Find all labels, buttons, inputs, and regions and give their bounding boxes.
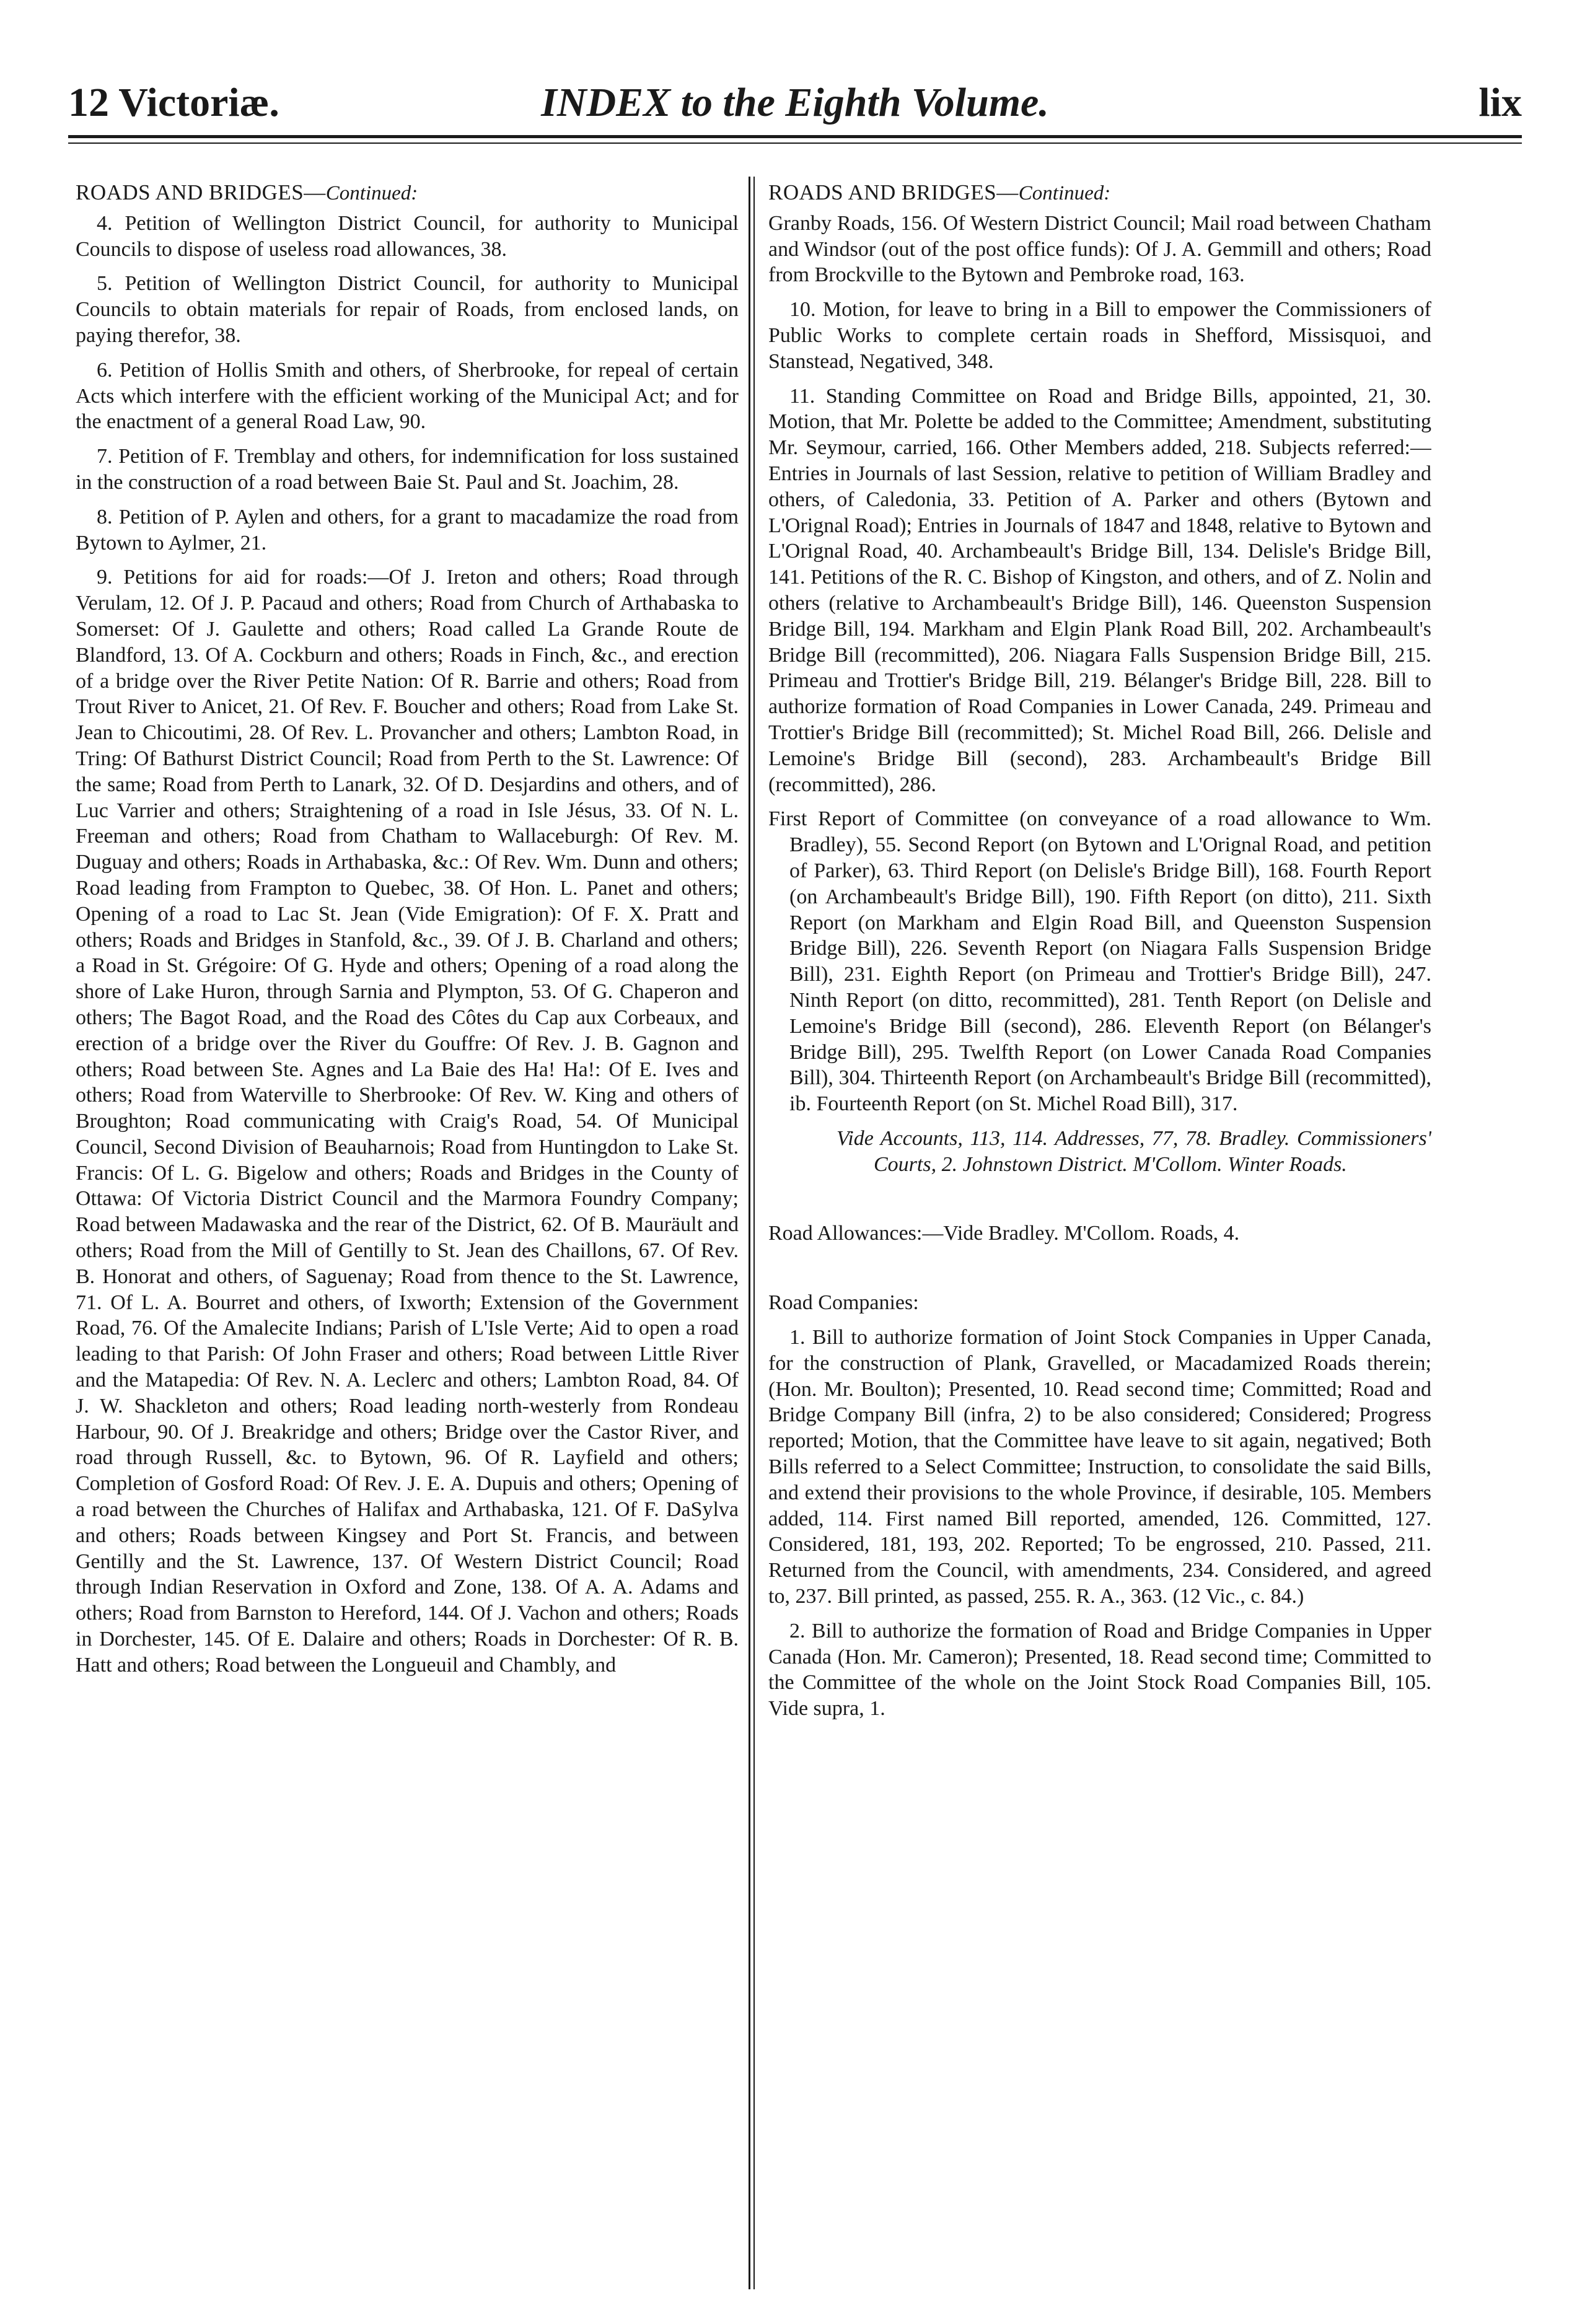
left-column — [76, 180, 739, 2286]
index-entry: Road Allowances:—Vide Bradley. M'Collom. Roads, 4. — [768, 1222, 1240, 1245]
entry-paragraph: 2. Bill to authorize the formation of Road and Bridge Companies in Upper Canada (Hon. Mr. Cameron); Presented, 18. Read second time; Committed to the Committee of the whole on the Joint Stock Road Companies Bill, 105. Vide supra, 1. — [768, 1619, 1431, 1721]
index-entry-heading: Road Companies: — [768, 1291, 919, 1315]
spacer — [768, 1186, 1431, 1221]
header-rule-thin — [68, 143, 1522, 144]
page-number: lix — [1478, 80, 1522, 125]
right-section-heading — [768, 180, 1431, 207]
header-title: INDEX to the Eighth Volume. — [541, 80, 1049, 125]
cross-reference: Vide Accounts, 113, 114. Addresses, 77, 78. Bradley. Commissioners' Courts, 2. Johnstown District. M'Collom. Winter Roads. — [837, 1126, 1431, 1176]
entry-paragraph: 4. Petition of Wellington District Council, for authority to Municipal Councils to dispose of useless road allowances, 38. — [76, 211, 739, 261]
entry-paragraph: 6. Petition of Hollis Smith and others, of Sherbrooke, for repeal of certain Acts which interfere with the efficient working of the Municipal Act; and for the enactment of a general Road Law, 90. — [76, 358, 739, 434]
heading-continued: Continued: — [1018, 182, 1111, 204]
heading-continued: Continued: — [325, 182, 418, 204]
entry-paragraph: Granby Roads, 156. Of Western District Council; Mail road between Chatham and Windsor (out of the post office funds): Of J. A. Gemmill and others; Road from Brockville to the Bytown and Pembroke road, 163. — [768, 211, 1431, 287]
entry-paragraph: 9. Petitions for aid for roads:—Of J. Ireton and others; Road through Verulam, 12. Of J. P. Pacaud and others; Road from Church of Arthabaska to Somerset: Of J. Gaulette and others; Road called La Grande Route de Blandford, 13. Of A. Cockburn and others; Roads in Finch, &c., and erection of a bridge over the River Petite Nation: Of R. Barrie and others; Road from Trout River to Anicet, 21. Of Rev. F. Boucher and others; Road from Lake St. Jean to Chicoutimi, 28. Of Rev. L. Provancher and others; Lambton Road, in Tring: Of Bathurst District Council; Road from Perth to the St. Lawrence: Of the same; Road from Perth to Lanark, 32. Of D. Desjardins and others, and of Luc Varrier and others; Straightening of a road in Isle Jésus, 33. Of N. L. Freeman and others; Road from Chatham to Wallaceburgh: Of Rev. M. Duguay and others; Roads in Arthabaska, &c.: Of Rev. Wm. Dunn and others; Road leading from Frampton to Quebec, 38. Of Hon. L. Panet and others; Opening of a road to Lac St. Jean (Vide Emigration): Of F. X. Pratt and others; Roads and Bridges in Stanfold, &c., 39. Of J. B. Charland and others; a Road in St. Grégoire: Of G. Hyde and others; Opening of a road along the shore of Lake Huron, through Sarnia and Plympton, 53. Of G. Chaperon and others; The Bagot Road, and the Road des Côtes du Cap aux Corbeaux, and erection of a bridge over the River du Gouffre: Of Rev. J. B. Gagnon and others; Road between Ste. Agnes and La Baie des Ha! Ha!: Of E. Ives and others; Road from Waterville to Sherbrooke: Of Rev. W. King and others of Broughton; Road communicating with Craig's Road, 54. Of Municipal Council, Second Division of Beauharnois; Road from Huntingdon to Lake St. Francis: Of L. G. Bigelow and others; Roads and Bridges in the County of Ottawa: Of Victoria District Council and the Marmora Foundry Company; Road between Madawaska and the rear of the District, 62. Of B. Mauräult and others; Road from the Mill of Gentilly to St. Jean des Chaillons, 67. Of Rev. B. Honorat and others, of Saguenay; Road from thence to the St. Lawrence, 71. Of L. A. Bourret and others, of Ixworth; Extension of the Government Road, 76. Of the Amalecite Indians; Parish of L'Isle Verte; Aid to open a road leading to that Parish: Of John Fraser and others; Road between Little River and the Matapedia: Of Rev. N. A. Leclerc and others; Lambton Road, 84. Of J. W. Shackleton and others; Road leading north-westerly from Rondeau Harbour, 90. Of J. Breakridge and others; Bridge over the Castor River, and road through Russell, &c. to Bytown, 96. Of R. Layfield and others; Completion of Gosford Road: Of Rev. J. E. A. Dupuis and others; Opening of a road between the Churches of Halifax and Arthabaska, 121. Of F. DaSylva and others; Roads between Kingsey and Port St. Francis, and between Gentilly and the St. Lawrence, 137. Of Western District Council; Road through Indian Reservation in Oxford and Zone, 138. Of A. A. Adams and others; Road from Barnston to Hereford, 144. Of J. Vachon and others; Roads in Dorchester, 145. Of E. Dalaire and others; Roads in Dorchester: Of R. B. Hatt and others; Road between the Longueuil and Chambly, and — [76, 566, 739, 1677]
entry-paragraph: 10. Motion, for leave to bring in a Bill to empower the Commissioners of Public Works to complete certain roads in Shefford, Missisquoi, and Stanstead, Negatived, 348. — [768, 298, 1431, 373]
heading-title: ROADS AND BRIDGES— — [768, 180, 1019, 204]
column-divider-thin — [753, 177, 755, 2289]
left-section-heading — [76, 180, 739, 207]
heading-title: ROADS AND BRIDGES— — [76, 180, 326, 204]
entry-paragraph: 8. Petition of P. Aylen and others, for a grant to macadamize the road from Bytown to Aylmer, 21. — [76, 505, 739, 555]
entry-paragraph: 11. Standing Committee on Road and Bridge Bills, appointed, 21, 30. Motion, that Mr. Polette be added to the Committee; Amendment, substituting Mr. Seymour, carried, 166. Other Members added, 218. Subjects referred:—Entries in Journals of last Session, relative to petition of William Bradley and others, of Caledonia, 33. Petition of A. Parker and others (Bytown and L'Orignal Road); Entries in Journals of 1847 and 1848, relative to Bytown and L'Orignal Road, 40. Archambeault's Bridge Bill, 134. Delisle's Bridge Bill, 141. Petitions of the R. C. Bishop of Kingston, and others, and of Z. Nolin and others (relative to Archambeault's Bridge Bill), 146. Queenston Suspension Bridge Bill, 194. Markham and Elgin Plank Road Bill, 202. Archambeault's Bridge Bill (recommitted), 206. Niagara Falls Suspension Bridge Bill, 215. Primeau and Trottier's Bridge Bill, 219. Bélanger's Bridge Bill, 228. Bill to authorize formation of Road Companies in Lower Canada, 249. Primeau and Trottier's Bridge Bill (recommitted); St. Michel Road Bill, 266. Delisle and Lemoine's Bridge Bill (second), 283. Archambeault's Bridge Bill (recommitted), 286. — [768, 384, 1431, 796]
index-entry: First Report of Committee (on conveyance of a road allowance to Wm. Bradley), 55. Second Report (on Bytown and L'Orignal Road, and petition of Parker), 63. Third Report (on Delisle's Bridge Bill), 168. Fourth Report (on Archambeault's Bridge Bill), 190. Fifth Report (on ditto), 211. Sixth Report (on Markham and Elgin Road Bill, and Queenston Suspension Bridge Bill), 226. Seventh Report (on Niagara Falls Suspension Bridge Bill), 231. Eighth Report (on Primeau and Trottier's Bridge Bill), 247. Ninth Report (on ditto, recommitted), 281. Tenth Report (on Delisle and Lemoine's Bridge Bill (second), 286. Eleventh Report (on Bélanger's Bridge Bill), 295. Twelfth Report (on Lower Canada Road Companies Bill), 304. Thirteenth Report (on Archambeault's Bridge Bill (recommitted), ib. Fourteenth Report (on St. Michel Road Bill), 317. — [768, 807, 1431, 1116]
entry-paragraph: 1. Bill to authorize formation of Joint Stock Companies in Upper Canada, for the construction of Plank, Gravelled, or Macadamized Roads therein; (Hon. Mr. Boulton); Presented, 10. Read second time; Committed; Road and Bridge Company Bill (infra, 2) to be also considered; Considered; Progress reported; Motion, that the Committee have leave to sit again, negatived; Both Bills referred to a Select Committee; Instruction, to consolidate the said Bills, and extend their provisions to the whole Province, if desirable, 105. Members added, 114. First named Bill reported, amended, 126. Committed, 127. Considered, 181, 193, 202. Reported; To be engrossed, 210. Passed, 211. Returned from the Council, with amendments, 234. Considered, and agreed to, 237. Bill printed, as passed, 255. R. A., 363. (12 Vic., c. 84.) — [768, 1326, 1431, 1608]
header-rule-thick — [68, 135, 1522, 138]
entry-paragraph: 7. Petition of F. Tremblay and others, for indemnification for loss sustained in the construction of a road between Baie St. Paul and St. Joachim, 28. — [76, 445, 739, 494]
spacer — [768, 1255, 1431, 1290]
right-column — [768, 180, 1431, 2286]
header-regnal-year: 12 Victoriæ. — [68, 80, 279, 125]
column-divider — [749, 177, 750, 2289]
page-header — [68, 68, 1522, 124]
entry-paragraph: 5. Petition of Wellington District Council, for authority to Municipal Councils to obtain materials for repair of Roads, from enclosed lands, on paying therefor, 38. — [76, 272, 739, 347]
